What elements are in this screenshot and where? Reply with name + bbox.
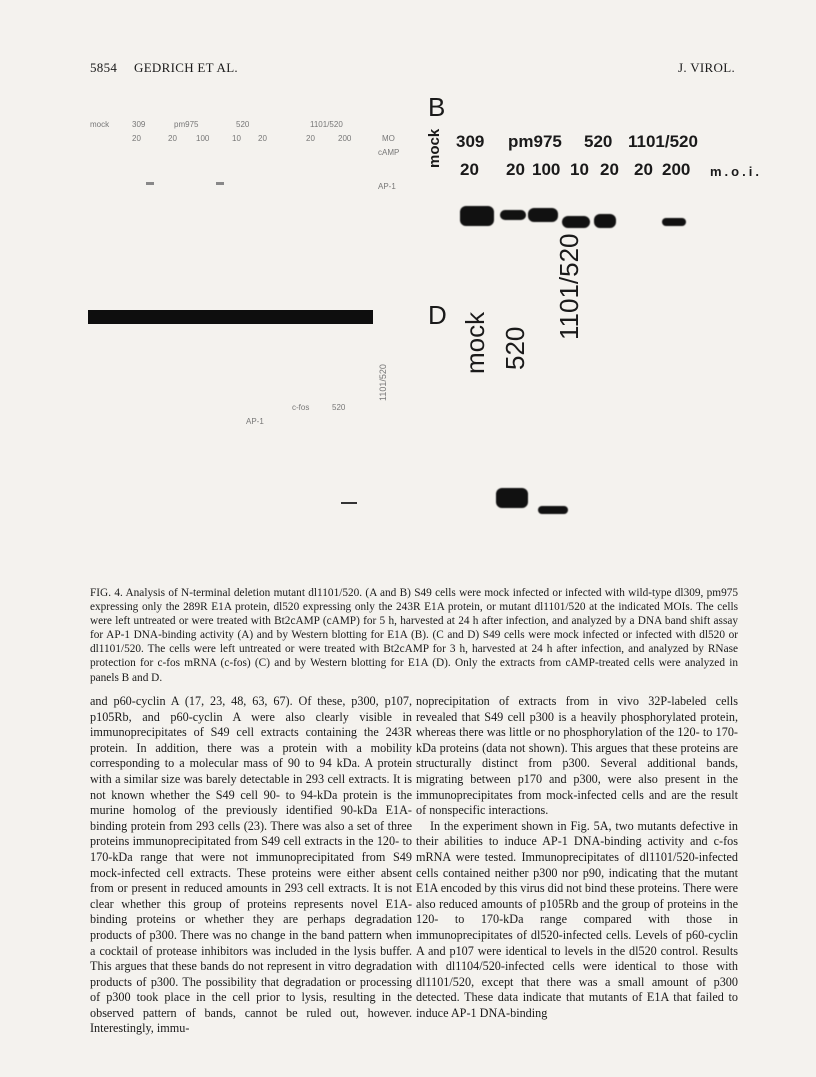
panel-a-camp-label: cAMP <box>378 148 400 157</box>
panel-b-moi: 20 <box>600 160 619 179</box>
panel-b-band <box>662 218 686 226</box>
panel-c-label-ap1: AP-1 <box>246 417 264 426</box>
panel-b-moi: 20 <box>634 160 653 179</box>
panel-a-label-309: 309 <box>132 120 146 129</box>
page-number: 5854 <box>90 60 118 75</box>
panel-c-top-band <box>88 310 373 324</box>
panel-b-moi: 100 <box>532 160 561 179</box>
panel-b-group-pm975: pm975 <box>508 132 562 151</box>
running-authors: GEDRICH ET AL. <box>134 60 238 75</box>
journal-name: J. VIROL. <box>678 60 735 75</box>
panel-a-moi: 10 <box>232 134 241 143</box>
panel-b-band <box>500 210 526 220</box>
panel-a-label-pm975: pm975 <box>174 120 199 129</box>
body-paragraph: and p60-cyclin A (17, 23, 48, 63, 67). Of these, p300, p107, p105Rb, and p60-cyclin A were also clearly visible in immunoprecipitates of S49 cell extracts containing the 243R protein. In addition, there was a protein with a mobility corresponding to a molecular mass of 90 to 94 kDa. A protein with a similar size was barely detectable in 293 cell extracts. It is not known whether the S49 cell 90- to 94-kDa protein is the murine homolog of the previously identified 90-kDa E1A-binding protein from 293 cells (23). There was also a set of three proteins immunoprecipitated from S49 cell extracts in the 120- to 170-kDa range that were not immunoprecipitated from S49 mock-infected cell extracts. These proteins were either absent from or present in reduced amounts in 293 cell extracts. It is not clear whether this group of proteins represents novel E1A-binding proteins or whether they are perhaps degradation products of p300. There was no change in the band pattern when a cocktail of protease inhibitors was included in the lysis buffer. This argues that these bands do not represent in vitro degradation products of p300. The possibility that degradation or processing of p300 took place in the cell prior to lysis, resulting in the observed pattern of bands, cannot be ruled out, however. Interestingly, immu- <box>90 694 412 1036</box>
figure-caption-text: Analysis of N-terminal deletion mutant dl1101/520. (A and B) S49 cells were mock infected or infected with wild-type dl309, pm975 expressing only the 289R E1A protein, dl520 expressing only the 243R E1A protein, or mutant dl1101/520 at the indicated MOIs. The cells were left untreated or were treated with Bt2cAMP (cAMP) for 5 h, harvested at 24 h after infection, and analyzed by a DNA band shift assay for AP-1 DNA-binding activity (A) and by Western blotting for E1A (B). (C and D) S49 cells were mock infected or infected with dl520 or dl1101/520. The cells were left untreated or were treated with Bt2cAMP for 3 h, harvested at 24 h after infection, and analyzed by RNase protection for c-fos mRNA (c-fos) (C) and by Western blotting for E1A (D). Only the extracts from cAMP-treated cells were analyzed in panels B and D. <box>90 587 739 684</box>
panel-a-moi: 20 <box>132 134 141 143</box>
panel-a-moi: 20 <box>258 134 267 143</box>
panel-c <box>88 305 408 535</box>
panel-a-band <box>146 182 154 185</box>
panel-a-moi: 200 <box>338 134 352 143</box>
panel-b-band <box>460 206 494 226</box>
panel-a <box>88 118 398 208</box>
body-paragraph: In the experiment shown in Fig. 5A, two mutants defective in their abilities to induce AP-1 DNA-binding activity and c-fos mRNA were tested. Immunoprecipitates of dl1101/520-infected cells contained neither p300 nor p90, indicating that the mutant E1A encoded by this virus did not bind these proteins. There were also reduced amounts of p105Rb and the group of proteins in the 120- to 170-kDa range compared with those in immunoprecipitates of dl520-infected cells. Levels of p60-cyclin A and p107 were identical to levels in the dl520 control. Results with dl1104/520-infected cells were identical to those with dl1101/520, except that there was a small amount of p300 detected. These data indicate that mutants of E1A that failed to induce AP-1 DNA-binding <box>416 818 738 1020</box>
panel-d-lane-mock: mock <box>460 311 490 374</box>
panel-c-label-520: 520 <box>332 403 346 412</box>
figure-caption <box>90 586 738 685</box>
panel-b-group-309: 309 <box>456 132 485 151</box>
figure-label: FIG. 4. <box>90 587 123 599</box>
panel-a-label-mo: MO <box>382 134 395 143</box>
panel-a-label-1101: 1101/520 <box>310 120 343 129</box>
panel-d-band <box>538 506 568 514</box>
panel-a-ap1-label: AP-1 <box>378 182 396 191</box>
panel-b-moi: 20 <box>460 160 479 179</box>
panel-a-moi: 20 <box>168 134 177 143</box>
panel-b-band <box>594 214 616 228</box>
panel-d-lane-520: 520 <box>500 326 530 370</box>
left-column <box>90 694 412 1037</box>
panel-d-lane-1101: 1101/520 <box>554 233 584 340</box>
panel-b-letter: B <box>428 92 446 122</box>
panel-c-label-cfos: c-fos <box>292 403 310 412</box>
panel-a-moi: 20 <box>306 134 315 143</box>
panel-b-moi-label: m.o.i. <box>710 164 762 179</box>
panel-d-band <box>496 488 528 508</box>
panel-b-group-520: 520 <box>584 132 613 151</box>
panel-d <box>428 233 608 530</box>
panel-d-letter: D <box>428 300 447 330</box>
panel-b <box>420 90 760 250</box>
panel-a-label-mock: mock <box>90 120 110 129</box>
panel-a-band <box>216 182 224 185</box>
panel-c-band <box>341 502 357 504</box>
right-column <box>416 694 738 1021</box>
panel-c-label-1101: 1101/520 <box>378 364 388 401</box>
panel-b-moi: 10 <box>570 160 589 179</box>
panel-b-moi: 20 <box>506 160 525 179</box>
panel-b-moi: 200 <box>662 160 691 179</box>
panel-a-moi: 100 <box>196 134 210 143</box>
body-paragraph: noprecipitation of extracts from in vivo 32P-labeled cells revealed that S49 cell p300 is a heavily phosphorylated protein, whereas there was little or no phosphorylation of the 120- to 170-kDa proteins (data not shown). This argues that these proteins are structurally distinct from p300. Several additional bands, migrating between p170 and p300, were also present in the immunoprecipitates from mock-infected cells and are the result of nonspecific interactions. <box>416 694 738 818</box>
panel-b-group-1101: 1101/520 <box>628 132 698 151</box>
panel-a-label-520: 520 <box>236 120 250 129</box>
panel-b-mock-label: mock <box>426 128 443 168</box>
